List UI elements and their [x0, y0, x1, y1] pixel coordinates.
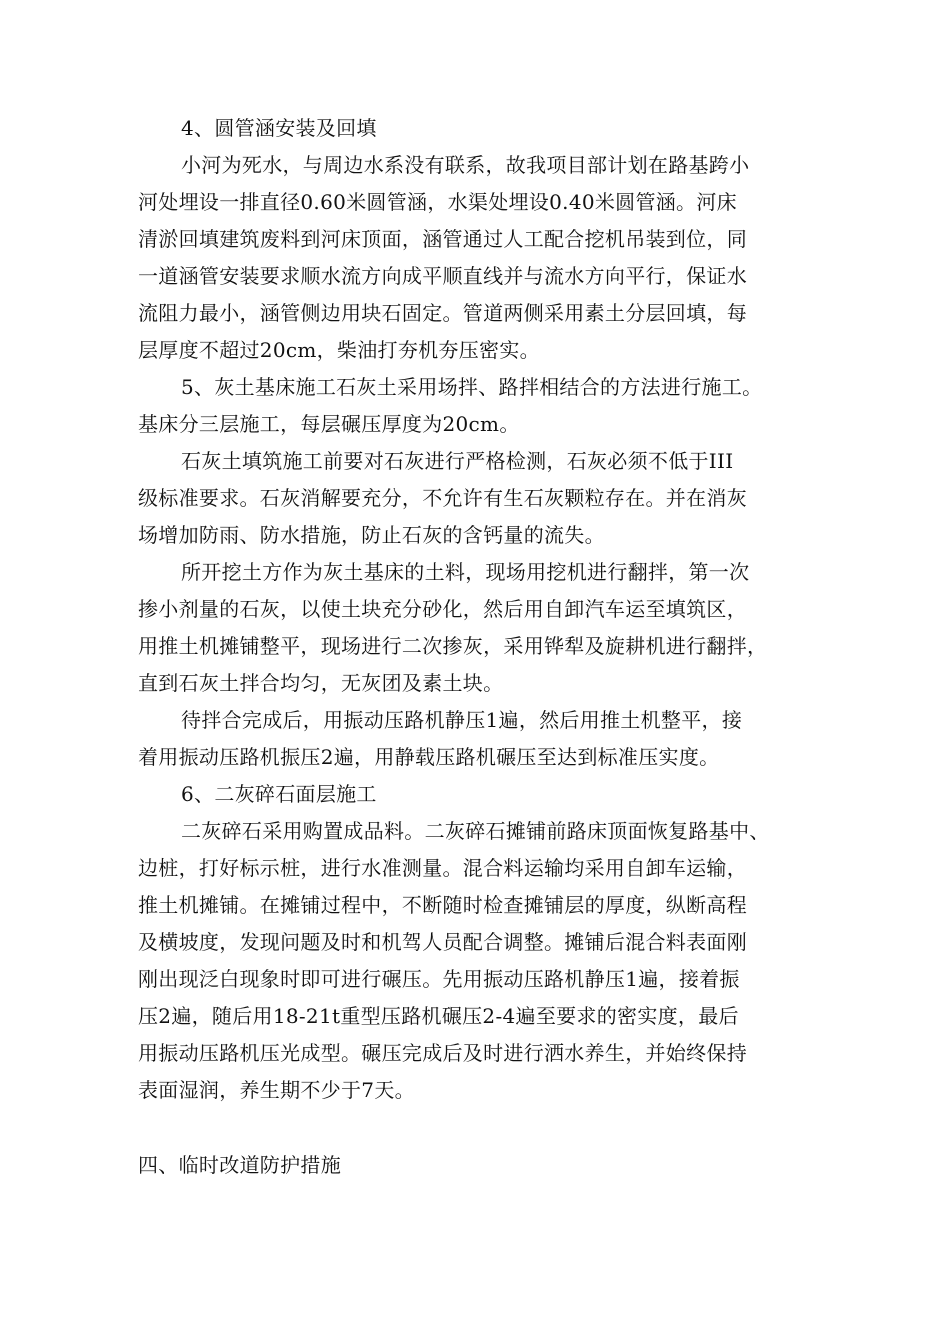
- section-heading-4: 4、圆管涵安装及回填: [181, 116, 377, 140]
- paragraph-line: 表面湿润，养生期不少于7天。: [138, 1078, 415, 1102]
- paragraph-line: 基床分三层施工，每层碾压厚度为20cm。: [138, 412, 520, 436]
- paragraph-line: 一道涵管安装要求顺水流方向成平顺直线并与流水方向平行，保证水: [138, 264, 747, 288]
- paragraph-line: 掺小剂量的石灰，以使土块充分砂化，然后用自卸汽车运至填筑区，: [138, 597, 747, 621]
- paragraph-line: 刚出现泛白现象时即可进行碾压。先用振动压路机静压1遍，接着振: [138, 967, 740, 991]
- paragraph-line: 所开挖土方作为灰土基床的土料，现场用挖机进行翻拌，第一次: [181, 560, 750, 584]
- paragraph-line: 流阻力最小，涵管侧边用块石固定。管道两侧采用素土分层回填，每: [138, 301, 747, 325]
- paragraph-line: 二灰碎石采用购置成品料。二灰碎石摊铺前路床顶面恢复路基中、: [181, 819, 770, 843]
- paragraph-line: 待拌合完成后，用振动压路机静压1遍，然后用推土机整平，接: [181, 708, 743, 732]
- paragraph-line: 场增加防雨、防水措施，防止石灰的含钙量的流失。: [138, 523, 605, 547]
- paragraph-line: 边桩，打好标示桩，进行水准测量。混合料运输均采用自卸车运输，: [138, 856, 747, 880]
- paragraph-line: 推土机摊铺。在摊铺过程中，不断随时检查摊铺层的厚度，纵断高程: [138, 893, 747, 917]
- section-heading-6: 6、二灰碎石面层施工: [181, 782, 377, 806]
- paragraph-line: 压2遍，随后用18-21t重型压路机碾压2-4遍至要求的密实度，最后: [138, 1004, 739, 1028]
- paragraph-line: 小河为死水，与周边水系没有联系，故我项目部计划在路基跨小: [181, 153, 750, 177]
- paragraph-line: 清淤回填建筑废料到河床顶面，涵管通过人工配合挖机吊装到位，同: [138, 227, 747, 251]
- paragraph-line: 石灰土填筑施工前要对石灰进行严格检测，石灰必须不低于III: [181, 449, 734, 473]
- paragraph-line: 直到石灰土拌合均匀，无灰团及素土块。: [138, 671, 504, 695]
- paragraph-line: 用推土机摊铺整平，现场进行二次掺灰，采用铧犁及旋耕机进行翻拌，: [138, 634, 768, 658]
- section-heading-5: 5、灰土基床施工石灰土采用场拌、路拌相结合的方法进行施工。: [181, 375, 763, 399]
- paragraph-line: 着用振动压路机振压2遍，用静载压路机碾压至达到标准压实度。: [138, 745, 720, 769]
- paragraph-line: 及横坡度，发现问题及时和机驾人员配合调整。摊铺后混合料表面刚: [138, 930, 747, 954]
- paragraph-line: 用振动压路机压光成型。碾压完成后及时进行洒水养生，并始终保持: [138, 1041, 747, 1065]
- paragraph-line: 级标准要求。石灰消解要充分，不允许有生石灰颗粒存在。并在消灰: [138, 486, 747, 510]
- paragraph-line: 层厚度不超过20cm，柴油打夯机夯压密实。: [138, 338, 540, 362]
- chapter-heading: 四、临时改道防护措施: [138, 1153, 341, 1177]
- paragraph-line: 河处埋设一排直径0.60米圆管涵，水渠处埋设0.40米圆管涵。河床: [138, 190, 737, 214]
